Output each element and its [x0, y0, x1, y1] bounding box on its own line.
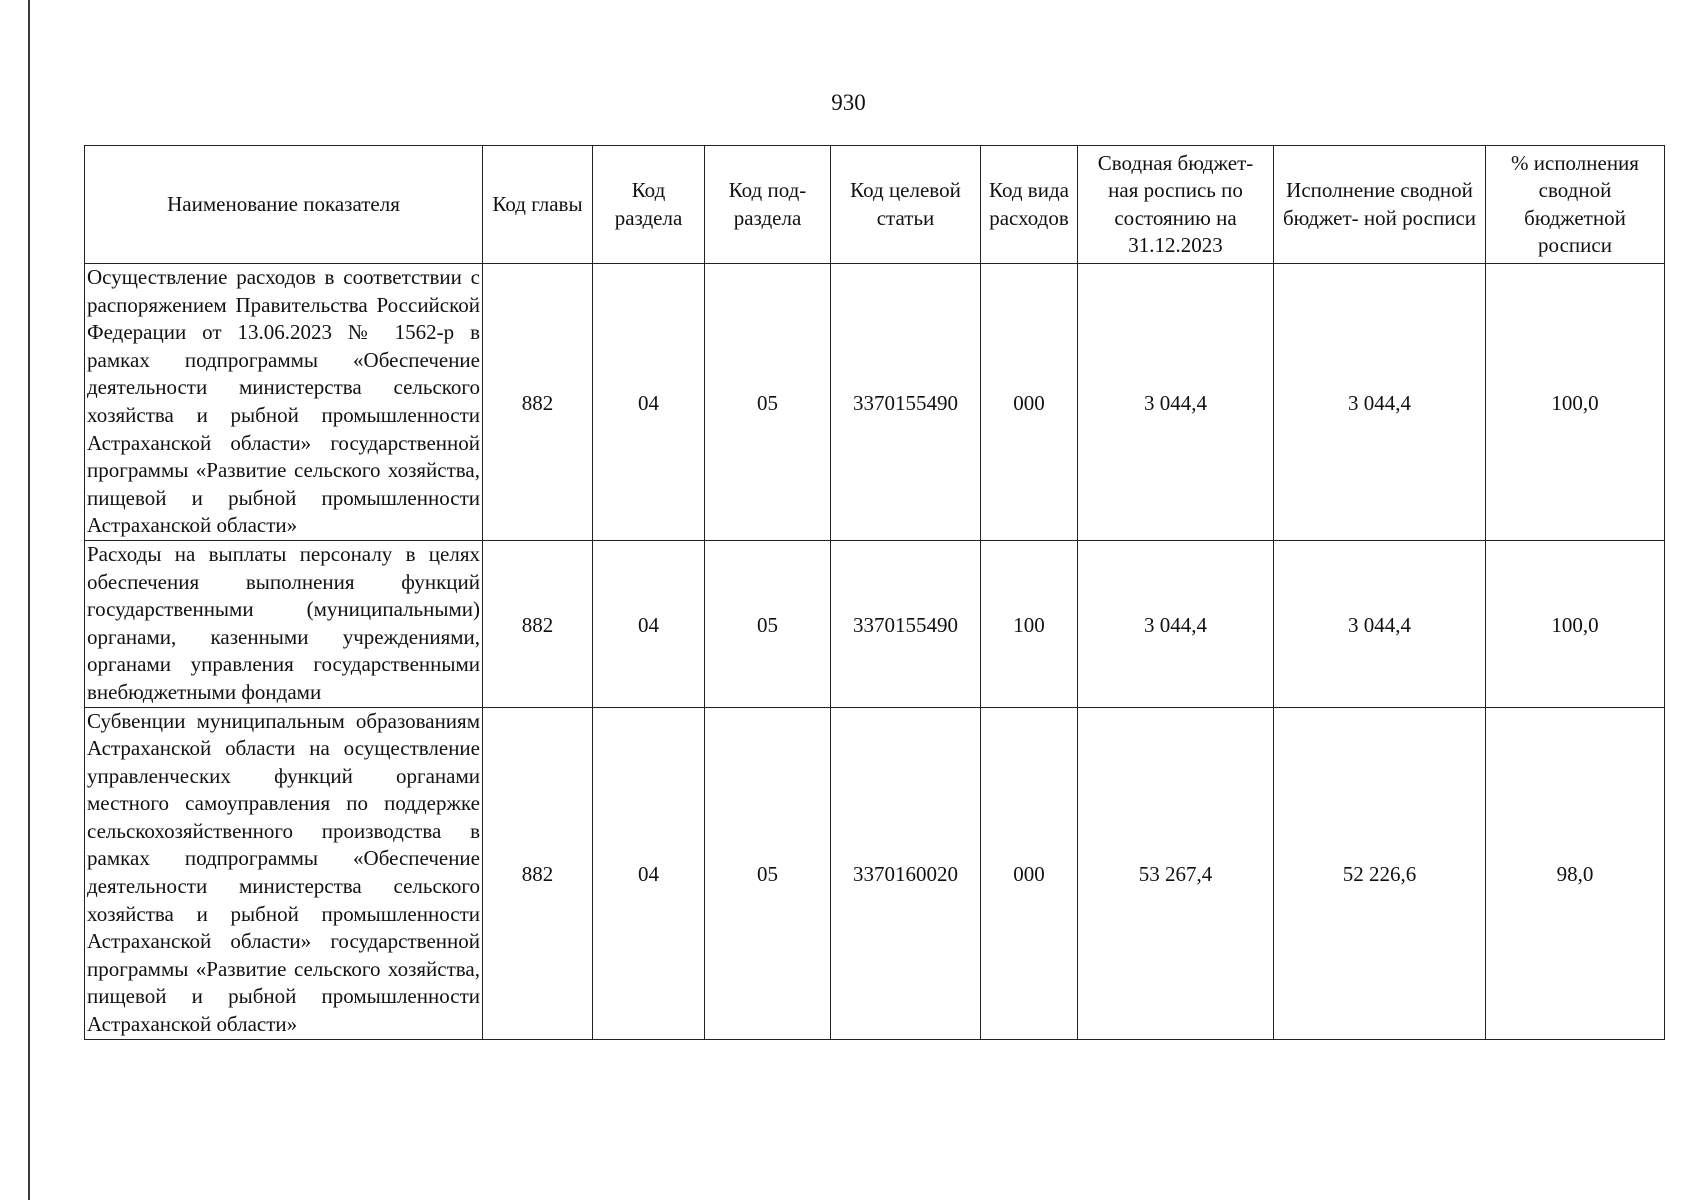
table-row	[85, 707, 1665, 1039]
row-execution-percent: 100,0	[1486, 264, 1665, 541]
row-execution: 52 226,6	[1274, 707, 1486, 1039]
row-target-code: 3370155490	[831, 264, 981, 541]
row-execution-percent: 98,0	[1486, 707, 1665, 1039]
binding-margin-line	[28, 0, 30, 1200]
row-budget-plan: 3 044,4	[1078, 540, 1274, 707]
table-header-row	[85, 146, 1665, 264]
header-expense-type-code: Код вида расходов	[981, 146, 1078, 264]
row-chapter-code: 882	[483, 707, 593, 1039]
row-subsection-code: 05	[705, 264, 831, 541]
header-budget-plan: Сводная бюджет- ная роспись по состоянию на 31.12.2023	[1078, 146, 1274, 264]
row-expense-type-code: 000	[981, 264, 1078, 541]
row-budget-plan: 3 044,4	[1078, 264, 1274, 541]
header-name: Наименование показателя	[85, 146, 483, 264]
header-execution: Исполнение сводной бюджет- ной росписи	[1274, 146, 1486, 264]
row-section-code: 04	[593, 707, 705, 1039]
header-chapter-code: Код главы	[483, 146, 593, 264]
row-subsection-code: 05	[705, 540, 831, 707]
row-target-code: 3370155490	[831, 540, 981, 707]
table-row	[85, 540, 1665, 707]
row-chapter-code: 882	[483, 264, 593, 541]
row-name: Расходы на выплаты персоналу в целях обеспечения выполнения функций государственными (муниципальными) органами, казенными учреждениями, органами управления государственными внебюджетными фондами	[85, 540, 483, 707]
header-target-code: Код целевой статьи	[831, 146, 981, 264]
row-subsection-code: 05	[705, 707, 831, 1039]
row-name: Субвенции муниципальным образованиям Астраханской области на осуществление управленческих функций органами местного самоуправления по поддержке сельскохозяйственного производства в рамках подпрограммы «Обеспечение деятельности министерства сельского хозяйства и рыбной промышленности Астраханской области» государственной программы «Развитие сельского хозяйства, пищевой и рыбной промышленности Астраханской области»	[85, 707, 483, 1039]
row-expense-type-code: 100	[981, 540, 1078, 707]
page-number: 930	[831, 90, 866, 115]
row-name: Осуществление расходов в соответствии с распоряжением Правительства Российской Федерации от 13.06.2023 № 1562-р в рамках подпрограммы «Обеспечение деятельности министерства сельского хозяйства и рыбной промышленности Астраханской области» государственной программы «Развитие сельского хозяйства, пищевой и рыбной промышленности Астраханской области»	[85, 264, 483, 541]
header-execution-percent: % исполнения сводной бюджетной росписи	[1486, 146, 1665, 264]
budget-execution-table	[84, 145, 1665, 1040]
table-row	[85, 264, 1665, 541]
header-section-code: Код раздела	[593, 146, 705, 264]
row-expense-type-code: 000	[981, 707, 1078, 1039]
row-section-code: 04	[593, 540, 705, 707]
row-target-code: 3370160020	[831, 707, 981, 1039]
row-execution: 3 044,4	[1274, 540, 1486, 707]
row-chapter-code: 882	[483, 540, 593, 707]
row-section-code: 04	[593, 264, 705, 541]
header-subsection-code: Код под- раздела	[705, 146, 831, 264]
row-budget-plan: 53 267,4	[1078, 707, 1274, 1039]
row-execution: 3 044,4	[1274, 264, 1486, 541]
row-execution-percent: 100,0	[1486, 540, 1665, 707]
